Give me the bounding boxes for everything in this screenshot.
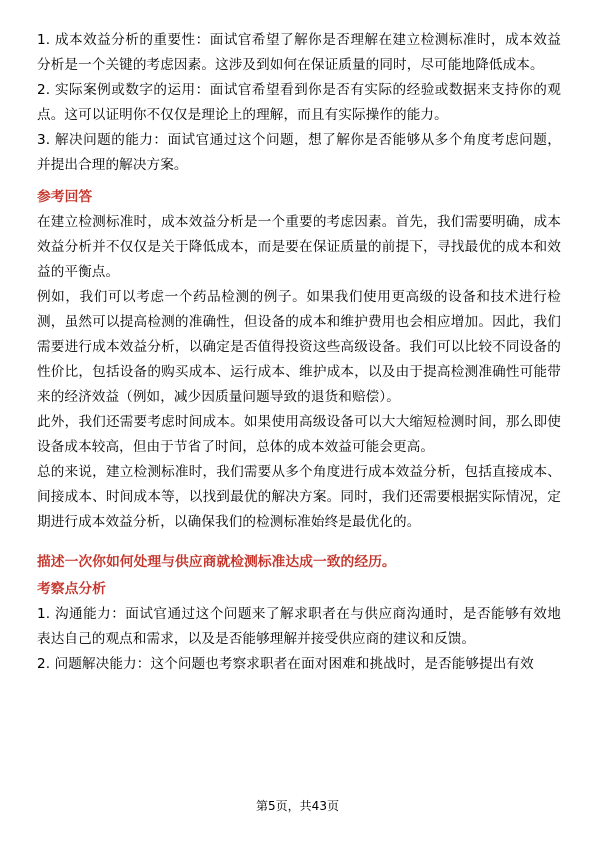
reference-answer (37, 210, 561, 535)
analysis-point: 2. 实际案例或数字的运用：面试官希望看到你是否有实际的经验或数据来支持你的观点。这可以证明你不仅仅是理论上的理解，而且有实际操作的能力。 (37, 82, 561, 123)
analysis-points (37, 28, 561, 178)
answer-paragraph: 在建立检测标准时，成本效益分析是一个重要的考虑因素。首先，我们需要明确，成本效益分析并不仅仅是关于降低成本，而是要在保证质量的前提下，寻找最优的成本和效益的平衡点。 (37, 214, 561, 280)
question-analysis-points (37, 602, 561, 677)
reference-answer-heading: 参考回答 (37, 189, 93, 205)
analysis-point: 3. 解决问题的能力：面试官通过这个问题，想了解你是否能够从多个角度考虑问题，并提出合理的解决方案。 (37, 132, 561, 173)
analysis-point: 1. 成本效益分析的重要性：面试官希望了解你是否理解在建立检测标准时，成本效益分析是一个关键的考虑因素。这涉及到如何在保证质量的同时，尽可能地降低成本。 (37, 32, 561, 73)
analysis-heading: 考察点分析 (37, 581, 106, 597)
question-title: 描述一次你如何处理与供应商就检测标准达成一致的经历。 (37, 554, 396, 570)
analysis-point: 2. 问题解决能力：这个问题也考察求职者在面对困难和挑战时，是否能够提出有效 (37, 656, 534, 672)
answer-paragraph: 此外，我们还需要考虑时间成本。如果使用高级设备可以大大缩短检测时间，那么即使设备成本较高，但由于节省了时间，总体的成本效益可能会更高。 (37, 414, 561, 455)
analysis-point: 1. 沟通能力：面试官通过这个问题来了解求职者在与供应商沟通时，是否能够有效地表达自己的观点和需求，以及是否能够理解并接受供应商的建议和反馈。 (37, 606, 561, 647)
answer-paragraph: 例如，我们可以考虑一个药品检测的例子。如果我们使用更高级的设备和技术进行检测，虽然可以提高检测的准确性，但设备的成本和维护费用也会相应增加。因此，我们需要进行成本效益分析，以确定是否值得投资这些高级设备。我们可以比较不同设备的性价比，包括设备的购买成本、运行成本、维护成本，以及由于提高检测准确性可能带来的经济效益（例如，减少因质量问题导致的退货和赔偿）。 (37, 289, 561, 405)
answer-paragraph: 总的来说，建立检测标准时，我们需要从多个角度进行成本效益分析，包括直接成本、间接成本、时间成本等，以找到最优的解决方案。同时，我们还需要根据实际情况，定期进行成本效益分析，以确保我们的检测标准始终是最优化的。 (37, 464, 561, 530)
document-page (37, 28, 561, 677)
page-number: 第5页，共43页 (256, 799, 339, 813)
